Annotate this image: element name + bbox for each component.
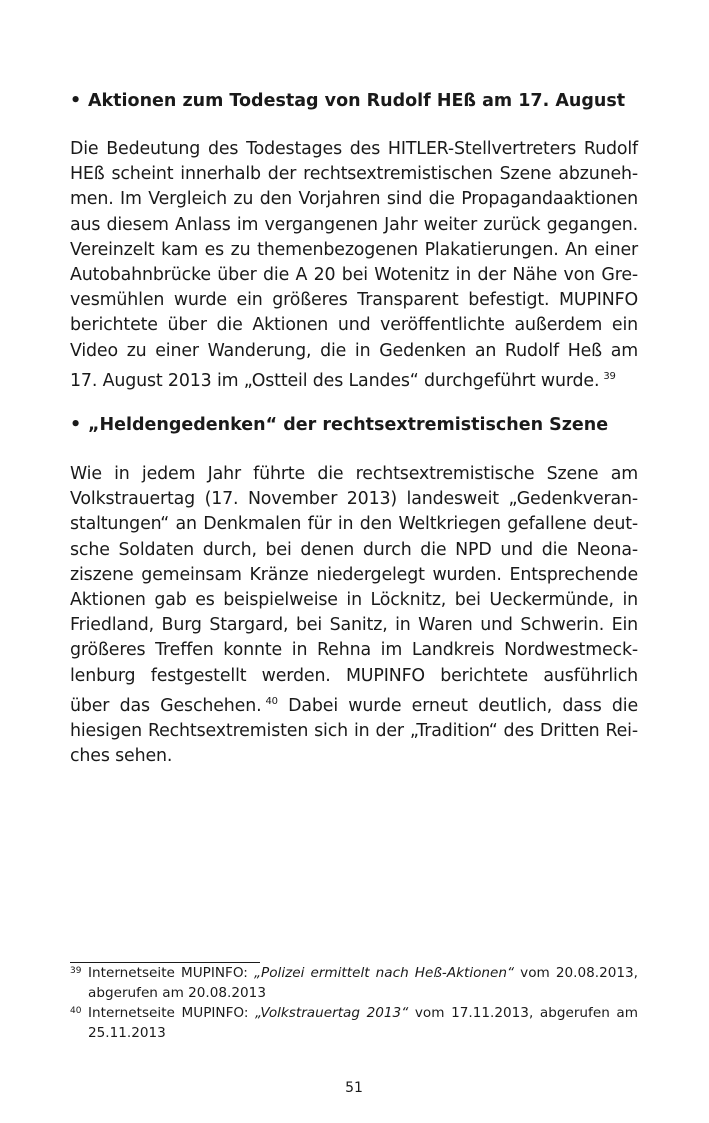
text-line: sche Soldaten durch, bei denen durch die NPD und die Neona- [70, 539, 638, 560]
heading-text: „Heldengedenken“ der rechtsextremistischen Szene [88, 415, 609, 435]
text-line: ches sehen. [70, 746, 173, 767]
text-fragment: vom 20.08.2013, [514, 965, 638, 981]
text-line: Wie in jedem Jahr führte die rechtsextremistische Szene am [70, 464, 638, 484]
footnote-line [88, 1004, 638, 1024]
source-title: „Polizei ermittelt nach Heß-Aktionen“ [253, 965, 515, 981]
bullet: • [70, 415, 82, 435]
footnote-number: 39 [70, 966, 82, 976]
text-line: Die Bedeutung des Todestages des HITLER-Stellvertreters Rudolf [70, 139, 638, 159]
text-fragment: vom 17.11.2013, abgerufen am [408, 1005, 638, 1021]
bullet: • [70, 91, 82, 111]
paragraph-hess [70, 137, 638, 394]
text-line: berichtete über die Aktionen und veröffentlichte außerdem ein [70, 315, 638, 336]
text-line: ziszene gemeinsam Kränze niedergelegt wurden. Entsprechende [70, 564, 638, 585]
text-fragment: 17. August 2013 im „Ostteil des Landes“ durchgeführt wurde. [70, 370, 600, 391]
text-fragment: über das Geschehen. [70, 695, 262, 716]
text-line: Autobahnbrücke über die A 20 bei Wotenitz in der Nähe von Gre- [70, 265, 638, 286]
text-line: vesmühlen wurde ein größeres Transparent befestigt. MUPINFO [70, 290, 638, 311]
paragraph-heldengedenken [70, 462, 638, 769]
section-heading-hess [70, 89, 638, 113]
text-line: Vereinzelt kam es zu themenbezogenen Plakatierungen. An einer [70, 239, 638, 260]
text-fragment: Internetseite MUPINFO: [88, 965, 254, 981]
footnote-line: 25.11.2013 [88, 1024, 166, 1041]
footnote-reference[interactable]: 40 [265, 695, 278, 707]
section-heading-heldengedenken [70, 413, 638, 437]
source-title: „Volkstrauertag 2013“ [255, 1005, 409, 1021]
document-page [70, 0, 638, 1123]
heading-text: Aktionen zum Todestag von Rudolf HEß am 17. August [88, 91, 626, 111]
footnote-39 [70, 964, 638, 1003]
text-line: staltungen“ an Denkmalen für in den Weltkriegen gefallene deut- [70, 514, 638, 535]
footnote-line [88, 964, 638, 984]
text-fragment: Internetseite MUPINFO: [88, 1005, 256, 1021]
text-line: Volkstrauertag (17. November 2013) landesweit „Gedenkveran- [70, 489, 638, 510]
text-line: men. Im Vergleich zu den Vorjahren sind die Propagandaaktionen [70, 189, 638, 210]
footnote-separator [70, 962, 260, 963]
text-line: HEß scheint innerhalb der rechtsextremistischen Szene abzuneh- [70, 164, 638, 185]
footnote-number: 40 [70, 1006, 82, 1016]
text-line: lenburg festgestellt werden. MUPINFO berichtete ausführlich [70, 665, 638, 686]
footnote-line: abgerufen am 20.08.2013 [88, 984, 266, 1001]
text-line [70, 689, 638, 719]
text-line: Friedland, Burg Stargard, bei Sanitz, in Waren und Schwerin. Ein [70, 615, 638, 636]
footnote-reference[interactable]: 39 [603, 370, 616, 382]
footnote-40 [70, 1004, 638, 1043]
text-line: größeres Treffen konnte in Rehna im Landkreis Nordwestmeck- [70, 640, 638, 661]
text-fragment: Dabei wurde erneut deutlich, dass die [277, 695, 638, 716]
text-line: Aktionen gab es beispielweise in Löcknitz, bei Ueckermünde, in [70, 590, 638, 611]
text-line: hiesigen Rechtsextremisten sich in der „Tradition“ des Dritten Rei- [70, 721, 638, 742]
text-line [70, 364, 638, 394]
text-line: aus diesem Anlass im vergangenen Jahr weiter zurück gegangen. [70, 214, 638, 235]
text-line: Video zu einer Wanderung, die in Gedenken an Rudolf Heß am [70, 340, 638, 361]
page-number: 51 [345, 1080, 363, 1096]
